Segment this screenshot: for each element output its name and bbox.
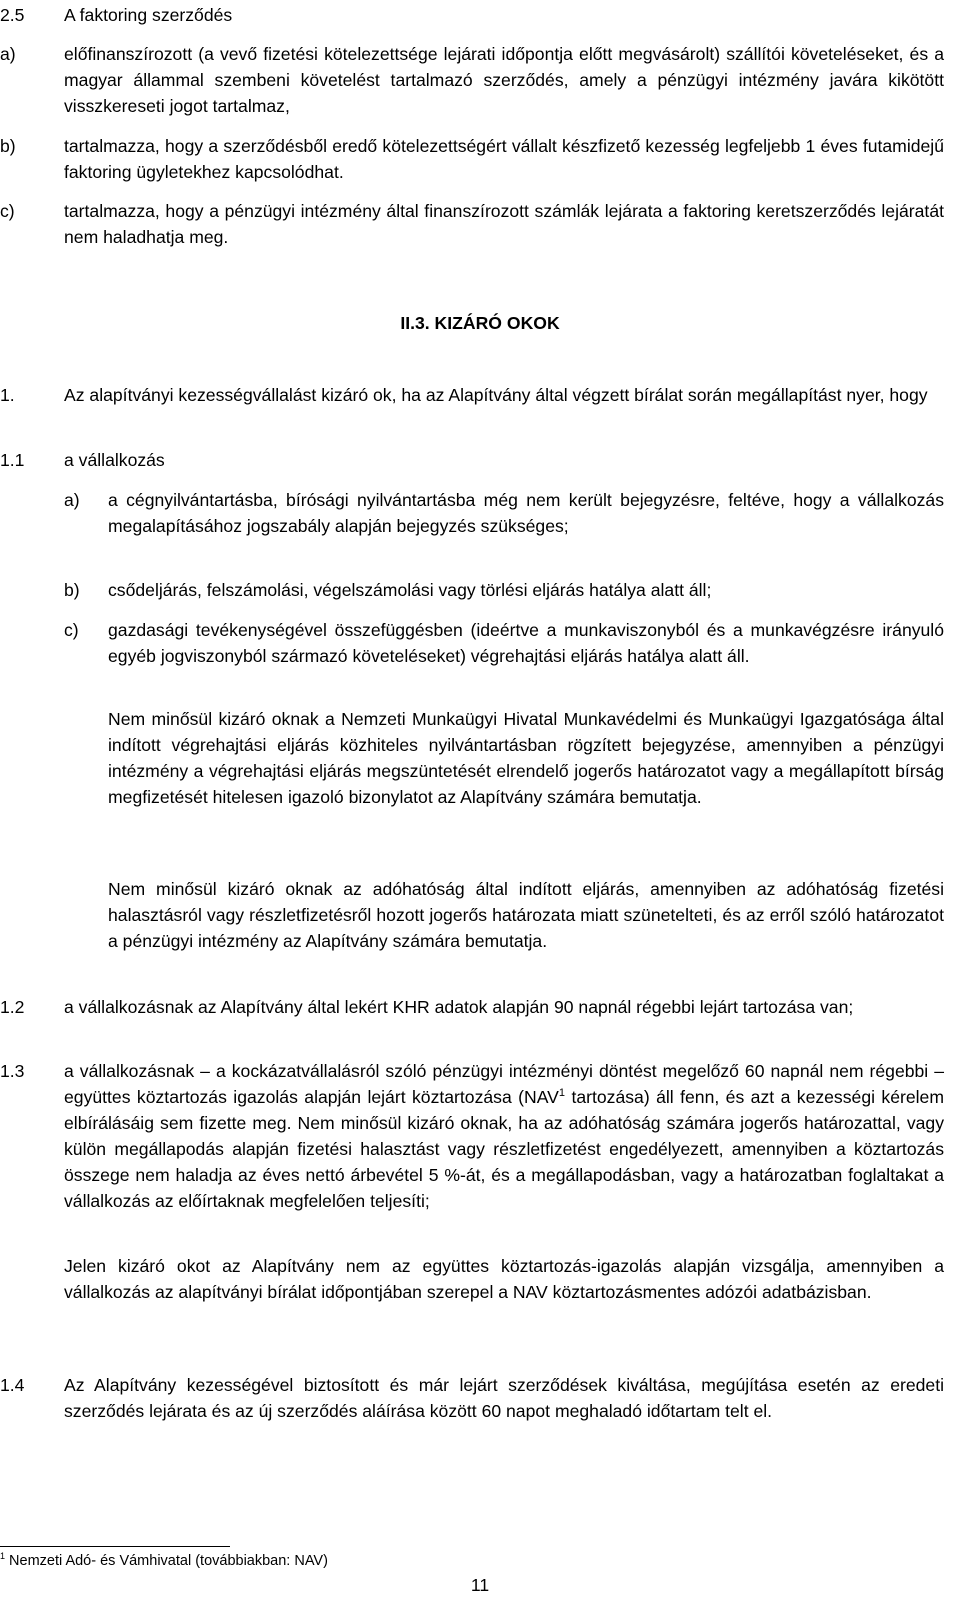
item-label: 1.4 <box>0 1375 25 1395</box>
item-label: 1.2 <box>0 997 25 1017</box>
item-label: c) <box>64 620 79 640</box>
list-item: a cégnyilvántartásba, bírósági nyilvántartásba még nem került bejegyzésre, feltéve, hogy a vállalkozás megalapításához jogszabály alapján bejegyzés szükséges; <box>108 490 944 536</box>
list-item: tartalmazza, hogy a szerződésből eredő kötelezettségért vállalt készfizető kezesség legfeljebb 1 éves futamidejű faktoring ügyletekhez kapcsolódhat. <box>64 136 944 182</box>
paragraph: Az alapítványi kezességvállalást kizáró ok, ha az Alapítvány által végzett bírálat során megállapítást nyer, hogy <box>64 385 928 405</box>
paragraph: Nem minősül kizáró oknak a Nemzeti Munkaügyi Hivatal Munkavédelmi és Munkaügyi Igazgatósága által indított végrehajtási eljárás közhiteles nyilvántartásban rögzített bejegyzése, amennyiben a pénzügyi intézmény a végrehajtási eljárás megszüntetését elrendelő jogerős határozatot vagy a megállapított bírság megfizetését hitelesen igazoló bizonylatot az Alapítvány számára bemutatja. <box>108 709 944 807</box>
footnote-ref: 1 <box>558 1087 566 1100</box>
section-title: A faktoring szerződés <box>64 5 233 25</box>
text-run: a vállalkozásnak – a kockázatvállalásról szóló pénzügyi intézményi döntést megelőző 60 napnál nem régebbi – együttes köztartozás igazolás alapján lejárt köztartozása (NAV <box>64 1061 944 1107</box>
item-label: a) <box>64 490 80 510</box>
text-run: tartozása) áll fenn, és azt a kezességi kérelem elbírálásáig sem fizette meg. Nem minősül kizáró oknak, ha az adóhatóság számára jogerős határozattal, vagy külön megállapodás alapján fizetési halasztást vagy részletfizetést engedélyezett, amennyiben a köztartozás összege nem haladja az éves nettó árbevétel 5 %-át, és a megállapodásban, vagy a határozatban foglaltakat a vállalkozás az előírtaknak megfelelően teljesíti; <box>64 1087 945 1211</box>
section-heading: II.3. KIZÁRÓ OKOK <box>400 313 560 333</box>
paragraph: Az Alapítvány kezességével biztosított és már lejárt szerződések kiváltása, megújítása esetén az eredeti szerződés lejárata és az új szerződés aláírása között 60 napot meghaladó időtartam telt el. <box>64 1375 944 1421</box>
item-label: 1.1 <box>0 450 25 470</box>
footnote-number: 1 <box>0 1551 6 1562</box>
footnote-divider <box>0 1546 230 1547</box>
item-label: b) <box>64 580 80 600</box>
item-label: c) <box>0 201 15 221</box>
paragraph: a vállalkozásnak az Alapítvány által lekért KHR adatok alapján 90 napnál régebbi lejárt tartozása van; <box>64 997 854 1017</box>
item-label: a) <box>0 44 16 64</box>
list-item: gazdasági tevékenységével összefüggésben (ideértve a munkaviszonyból és a munkavégzésre irányuló egyéb jogviszonyból származó követeléseket) végrehajtási eljárás hatálya alatt áll. <box>108 620 944 666</box>
paragraph: Nem minősül kizáró oknak az adóhatóság által indított eljárás, amennyiben az adóhatóság fizetési halasztásról vagy részletfizetésről hozott jogerős határozata miatt szünetelteti, és az erről szóló határozatot a pénzügyi intézmény az Alapítvány számára bemutatja. <box>108 879 944 951</box>
item-label: b) <box>0 136 16 156</box>
item-label: 1. <box>0 385 15 405</box>
paragraph: Jelen kizáró okot az Alapítvány nem az együttes köztartozás-igazolás alapján vizsgálja, amennyiben a vállalkozás az alapítványi bírálat időpontjában szerepel a NAV köztartozásmentes adózói adatbázisban. <box>64 1256 944 1302</box>
list-item: tartalmazza, hogy a pénzügyi intézmény által finanszírozott számlák lejárata a faktoring keretszerződés lejáratát nem haladhatja meg. <box>64 201 944 247</box>
footnote <box>0 1552 328 1570</box>
list-item: előfinanszírozott (a vevő fizetési kötelezettsége lejárati időpontja előtt megvásárolt) szállítói követeléseket, és a magyar állammal szembeni követelést tartalmazó szerződés, amely a pénzügyi intézmény javára kikötött visszkereseti jogot tartalmaz, <box>64 44 944 116</box>
item-label: 1.3 <box>0 1061 25 1081</box>
page-number: 11 <box>470 1575 490 1595</box>
section-number: 2.5 <box>0 5 25 25</box>
paragraph: a vállalkozás <box>64 450 165 470</box>
list-item: csődeljárás, felszámolási, végelszámolási vagy törlési eljárás hatálya alatt áll; <box>108 580 712 600</box>
footnote-text: Nemzeti Adó- és Vámhivatal (továbbiakban: NAV) <box>5 1553 328 1569</box>
paragraph <box>64 1058 944 1214</box>
